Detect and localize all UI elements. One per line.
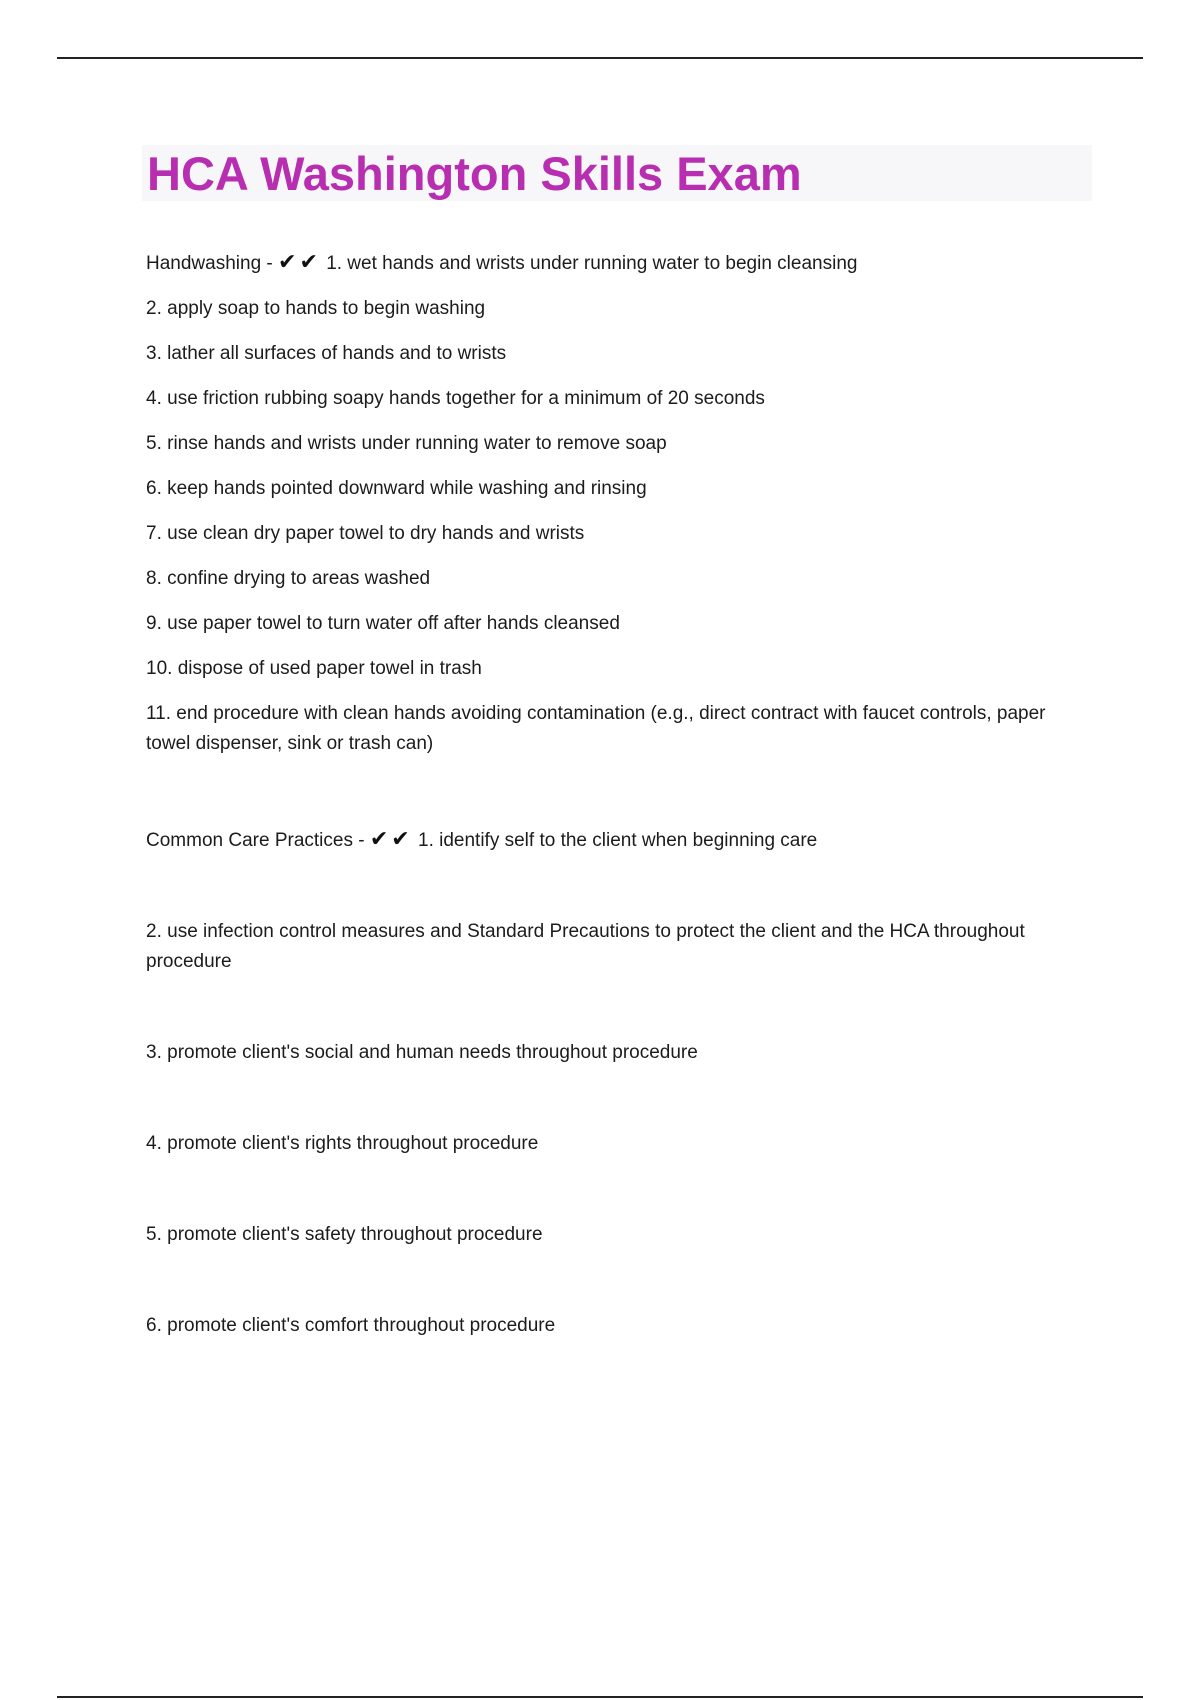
common-care-step-1: 1. identify self to the client when beginning care	[418, 830, 818, 851]
checkmark-icon: ✔✔	[369, 826, 413, 851]
handwashing-step: 8. confine drying to areas washed	[146, 568, 431, 589]
top-rule	[57, 57, 1143, 59]
handwashing-step: 4. use friction rubbing soapy hands together for a minimum of 20 seconds	[146, 388, 765, 409]
checkmark-icon: ✔✔	[278, 249, 321, 274]
handwashing-step: 6. keep hands pointed downward while washing and rinsing	[146, 478, 647, 499]
handwashing-step-1: 1. wet hands and wrists under running water to begin cleansing	[326, 253, 858, 274]
handwashing-section	[146, 247, 1086, 759]
common-care-step: 5. promote client's safety throughout procedure	[146, 1224, 543, 1245]
handwashing-step: 5. rinse hands and wrists under running water to remove soap	[146, 433, 667, 454]
bottom-rule	[57, 1696, 1143, 1698]
handwashing-label: Handwashing -	[146, 253, 279, 274]
common-care-heading	[146, 824, 1086, 856]
handwashing-step: 9. use paper towel to turn water off after hands cleansed	[146, 613, 620, 634]
common-care-step: 4. promote client's rights throughout procedure	[146, 1133, 539, 1154]
handwashing-step: 2. apply soap to hands to begin washing	[146, 298, 486, 319]
handwashing-step: 3. lather all surfaces of hands and to wrists	[146, 343, 507, 364]
common-care-step: 3. promote client's social and human needs throughout procedure	[146, 1042, 698, 1063]
common-care-step: 6. promote client's comfort throughout procedure	[146, 1315, 556, 1336]
handwashing-step: 10. dispose of used paper towel in trash	[146, 658, 482, 679]
common-care-label: Common Care Practices -	[146, 830, 370, 851]
handwashing-step: 11. end procedure with clean hands avoiding contamination (e.g., direct contract with faucet controls, paper towel dispenser, sink or trash can)	[146, 703, 1046, 754]
handwashing-step: 7. use clean dry paper towel to dry hands and wrists	[146, 523, 585, 544]
common-care-step: 2. use infection control measures and Standard Precautions to protect the client and the HCA throughout procedure	[146, 921, 1025, 972]
handwashing-heading	[146, 247, 1086, 279]
common-care-section	[146, 824, 1086, 1402]
page-title: HCA Washington Skills Exam	[147, 147, 802, 200]
